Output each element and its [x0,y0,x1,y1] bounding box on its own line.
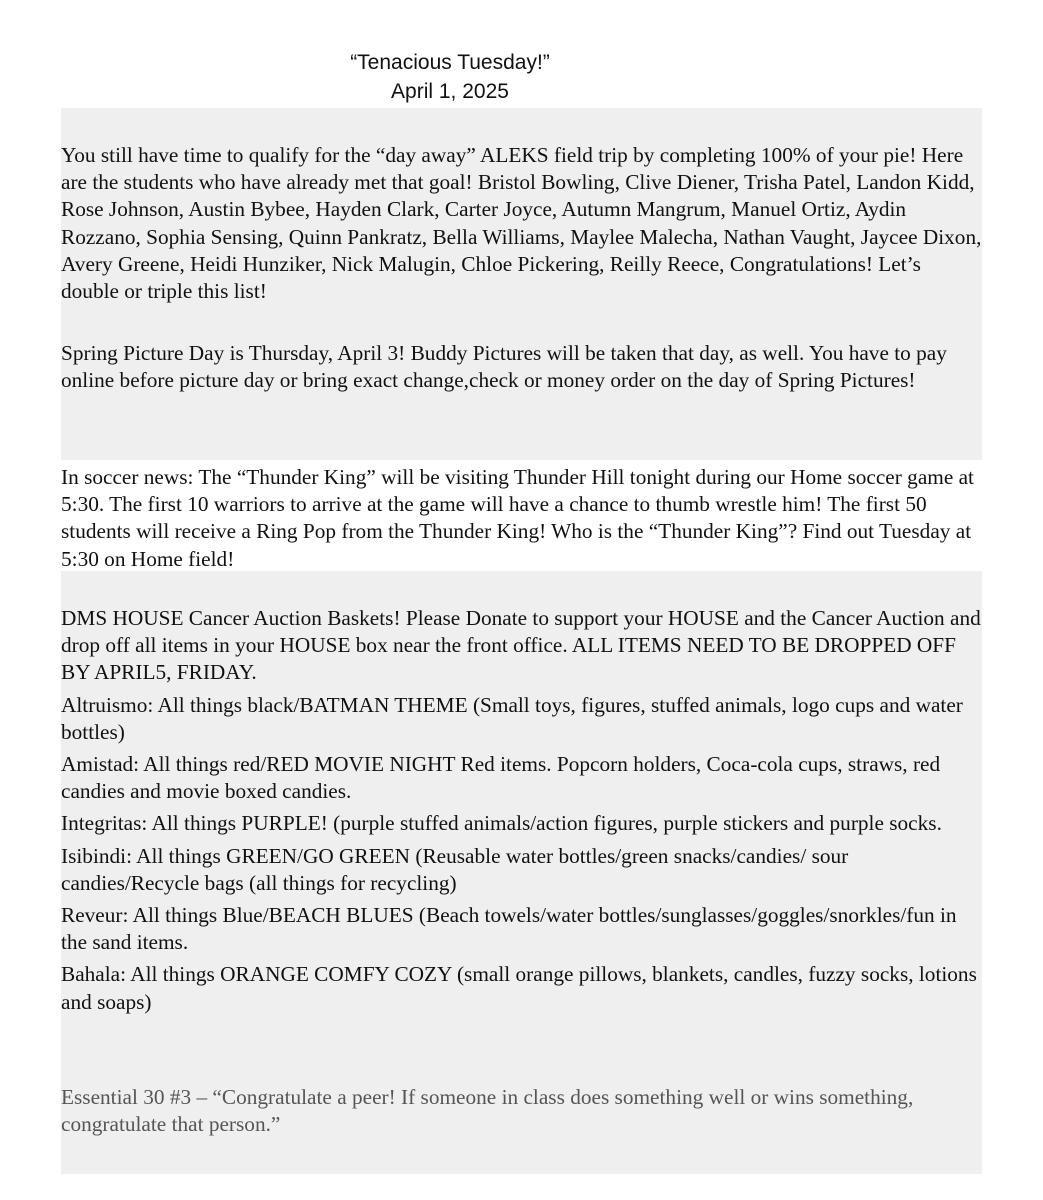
house-item-integritas: Integritas: All things PURPLE! (purple stuffed animals/action figures, purple stickers and purple socks. [61,811,942,836]
announcement-header [300,48,600,106]
house-item-altruismo: Altruismo: All things black/BATMAN THEME (Small toys, figures, stuffed animals, logo cups and water bottles) [61,692,963,744]
soccer-section [61,460,982,570]
house-item-isibindi: Isibindi: All things GREEN/GO GREEN (Reusable water bottles/green snacks/candies/ sour candies/Recycle bags (all things for recycling) [61,843,849,895]
auction-section [61,571,982,1060]
house-item-amistad: Amistad: All things red/RED MOVIE NIGHT Red items. Popcorn holders, Coca-cola cups, straws, red candies and movie boxed candies. [61,752,941,804]
picture-day-section [61,340,982,460]
essential-paragraph: Essential 30 #3 – “Congratulate a peer! If someone in class does something well or wins something, congratulate that person.” [61,1085,914,1137]
essential-section [61,1060,982,1174]
house-item-bahala: Bahala: All things ORANGE COMFY COZY (small orange pillows, blankets, candles, fuzzy socks, lotions and soaps) [61,962,977,1014]
announcement-date: April 1, 2025 [391,80,509,103]
picture-day-paragraph: Spring Picture Day is Thursday, April 3! Buddy Pictures will be taken that day, as well. You have to pay online before picture day or bring exact change,check or money order on the day of Spring Pictures! [61,341,947,393]
announcement-title: “Tenacious Tuesday!” [350,51,550,74]
auction-intro: DMS HOUSE Cancer Auction Baskets! Please Donate to support your HOUSE and the Cancer Auction and drop off all items in your HOUSE box near the front office. ALL ITEMS NEED TO BE DROPPED OFF BY APRIL5, FRIDAY. [61,606,981,685]
soccer-paragraph: In soccer news: The “Thunder King” will be visiting Thunder Hill tonight during our Home soccer game at 5:30. The first 10 warriors to arrive at the game will have a chance to thumb wrestle him! The first 50 students will receive a Ring Pop from the Thunder King! Who is the “Thunder King”? Find out Tuesday at 5:30 on Home field! [61,465,974,571]
aleks-paragraph: You still have time to qualify for the “day away” ALEKS field trip by completing 100% of your pie! Here are the students who have already met that goal! Bristol Bowling, Clive Diener, Trisha Patel, Landon Kidd, Rose Johnson, Austin Bybee, Hayden Clark, Carter Joyce, Autumn Mangrum, Manuel Ortiz, Aydin Rozzano, Sophia Sensing, Quinn Pankratz, Bella Williams, Maylee Malecha, Nathan Vaught, Jaycee Dixon, Avery Greene, Heidi Hunziker, Nick Malugin, Chloe Pickering, Reilly Reece, Congratulations! Let’s double or triple this list! [61,143,982,304]
house-item-reveur: Reveur: All things Blue/BEACH BLUES (Beach towels/water bottles/sunglasses/goggles/snorkles/fun in the sand items. [61,903,957,955]
